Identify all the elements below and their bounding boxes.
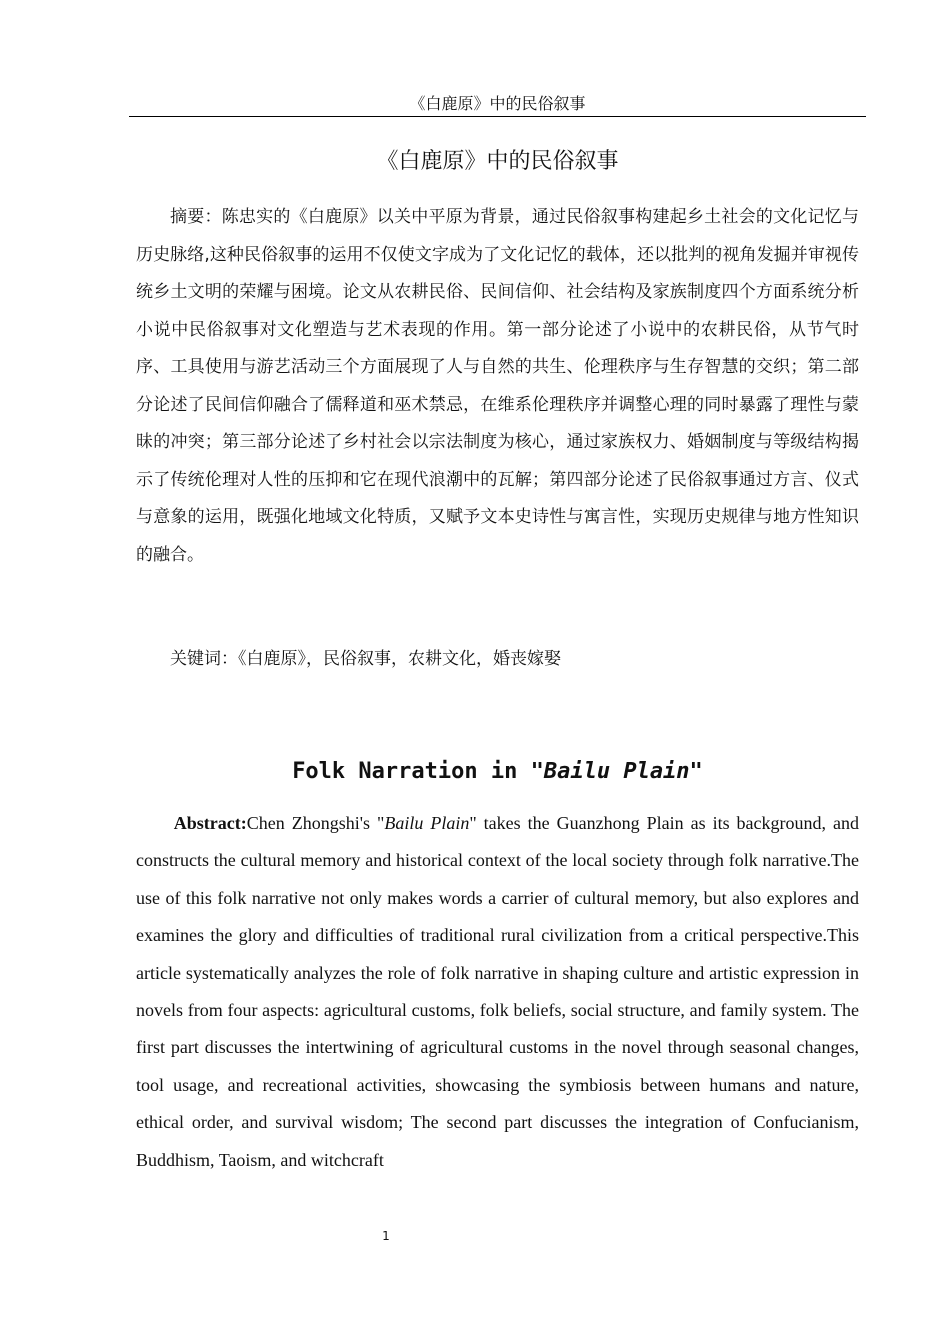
running-header: 《白鹿原》中的民俗叙事 bbox=[409, 94, 586, 113]
english-abstract-label: Abstract: bbox=[173, 813, 247, 833]
chinese-keywords-label: 关键词： bbox=[170, 649, 238, 669]
chinese-abstract-label: 摘要： bbox=[170, 207, 222, 227]
page-number: 1 bbox=[382, 1229, 390, 1243]
english-abstract-italic-title: Bailu Plain bbox=[384, 813, 470, 833]
english-title-italic: "Bailu Plain" bbox=[530, 759, 703, 784]
english-abstract-text-after: " takes the Guanzhong Plain as its background, and constructs the cultural memory and historical context of the local society through folk narrative.The use of this folk narrative not only makes words a carrier of cultural memory, but also explores and examines the glory and difficulties of traditional rural civilization from a critical perspective.This article systematically analyzes the role of folk narrative in shaping culture and artistic expression in novels from four aspects: agricultural customs, folk beliefs, social structure, and family system. The first part discusses the intertwining of agricultural customs in the novel through seasonal changes, tool usage, and recreational activities, showcasing the symbiosis between humans and nature, ethical order, and survival wisdom; The second part discusses the integration of Confucianism, Buddhism, Taoism, and witchcraft bbox=[136, 813, 860, 1170]
english-title-prefix: Folk Narration in bbox=[292, 759, 531, 784]
chinese-keywords bbox=[136, 645, 859, 673]
chinese-abstract bbox=[136, 199, 859, 574]
header-rule bbox=[129, 116, 866, 117]
english-title bbox=[136, 757, 859, 787]
chinese-keywords-text: 《白鹿原》，民俗叙事，农耕文化，婚丧嫁娶 bbox=[238, 649, 561, 669]
english-abstract-text-before: Chen Zhongshi's " bbox=[246, 813, 385, 833]
chinese-abstract-text: 陈忠实的《白鹿原》以关中平原为背景，通过民俗叙事构建起乡土社会的文化记忆与历史脉络,这种民俗叙事的运用不仅使文字成为了文化记忆的载体，还以批判的视角发掘并审视传统乡土文明的荣耀与困境。论文从农耕民俗、民间信仰、社会结构及家族制度四个方面系统分析小说中民俗叙事对文化塑造与艺术表现的作用。第一部分论述了小说中的农耕民俗，从节气时序、工具使用与游艺活动三个方面展现了人与自然的共生、伦理秩序与生存智慧的交织；第二部分论述了民间信仰融合了儒释道和巫术禁忌，在维系伦理秩序并调整心理的同时暴露了理性与蒙昧的冲突；第三部分论述了乡村社会以宗法制度为核心，通过家族权力、婚姻制度与等级结构揭示了传统伦理对人性的压抑和它在现代浪潮中的瓦解；第四部分论述了民俗叙事通过方言、仪式与意象的运用，既强化地域文化特质，又赋予文本史诗性与寓言性，实现历史规律与地方性知识的融合。 bbox=[136, 207, 860, 565]
chinese-title: 《白鹿原》中的民俗叙事 bbox=[376, 149, 619, 174]
english-abstract bbox=[136, 805, 859, 1179]
